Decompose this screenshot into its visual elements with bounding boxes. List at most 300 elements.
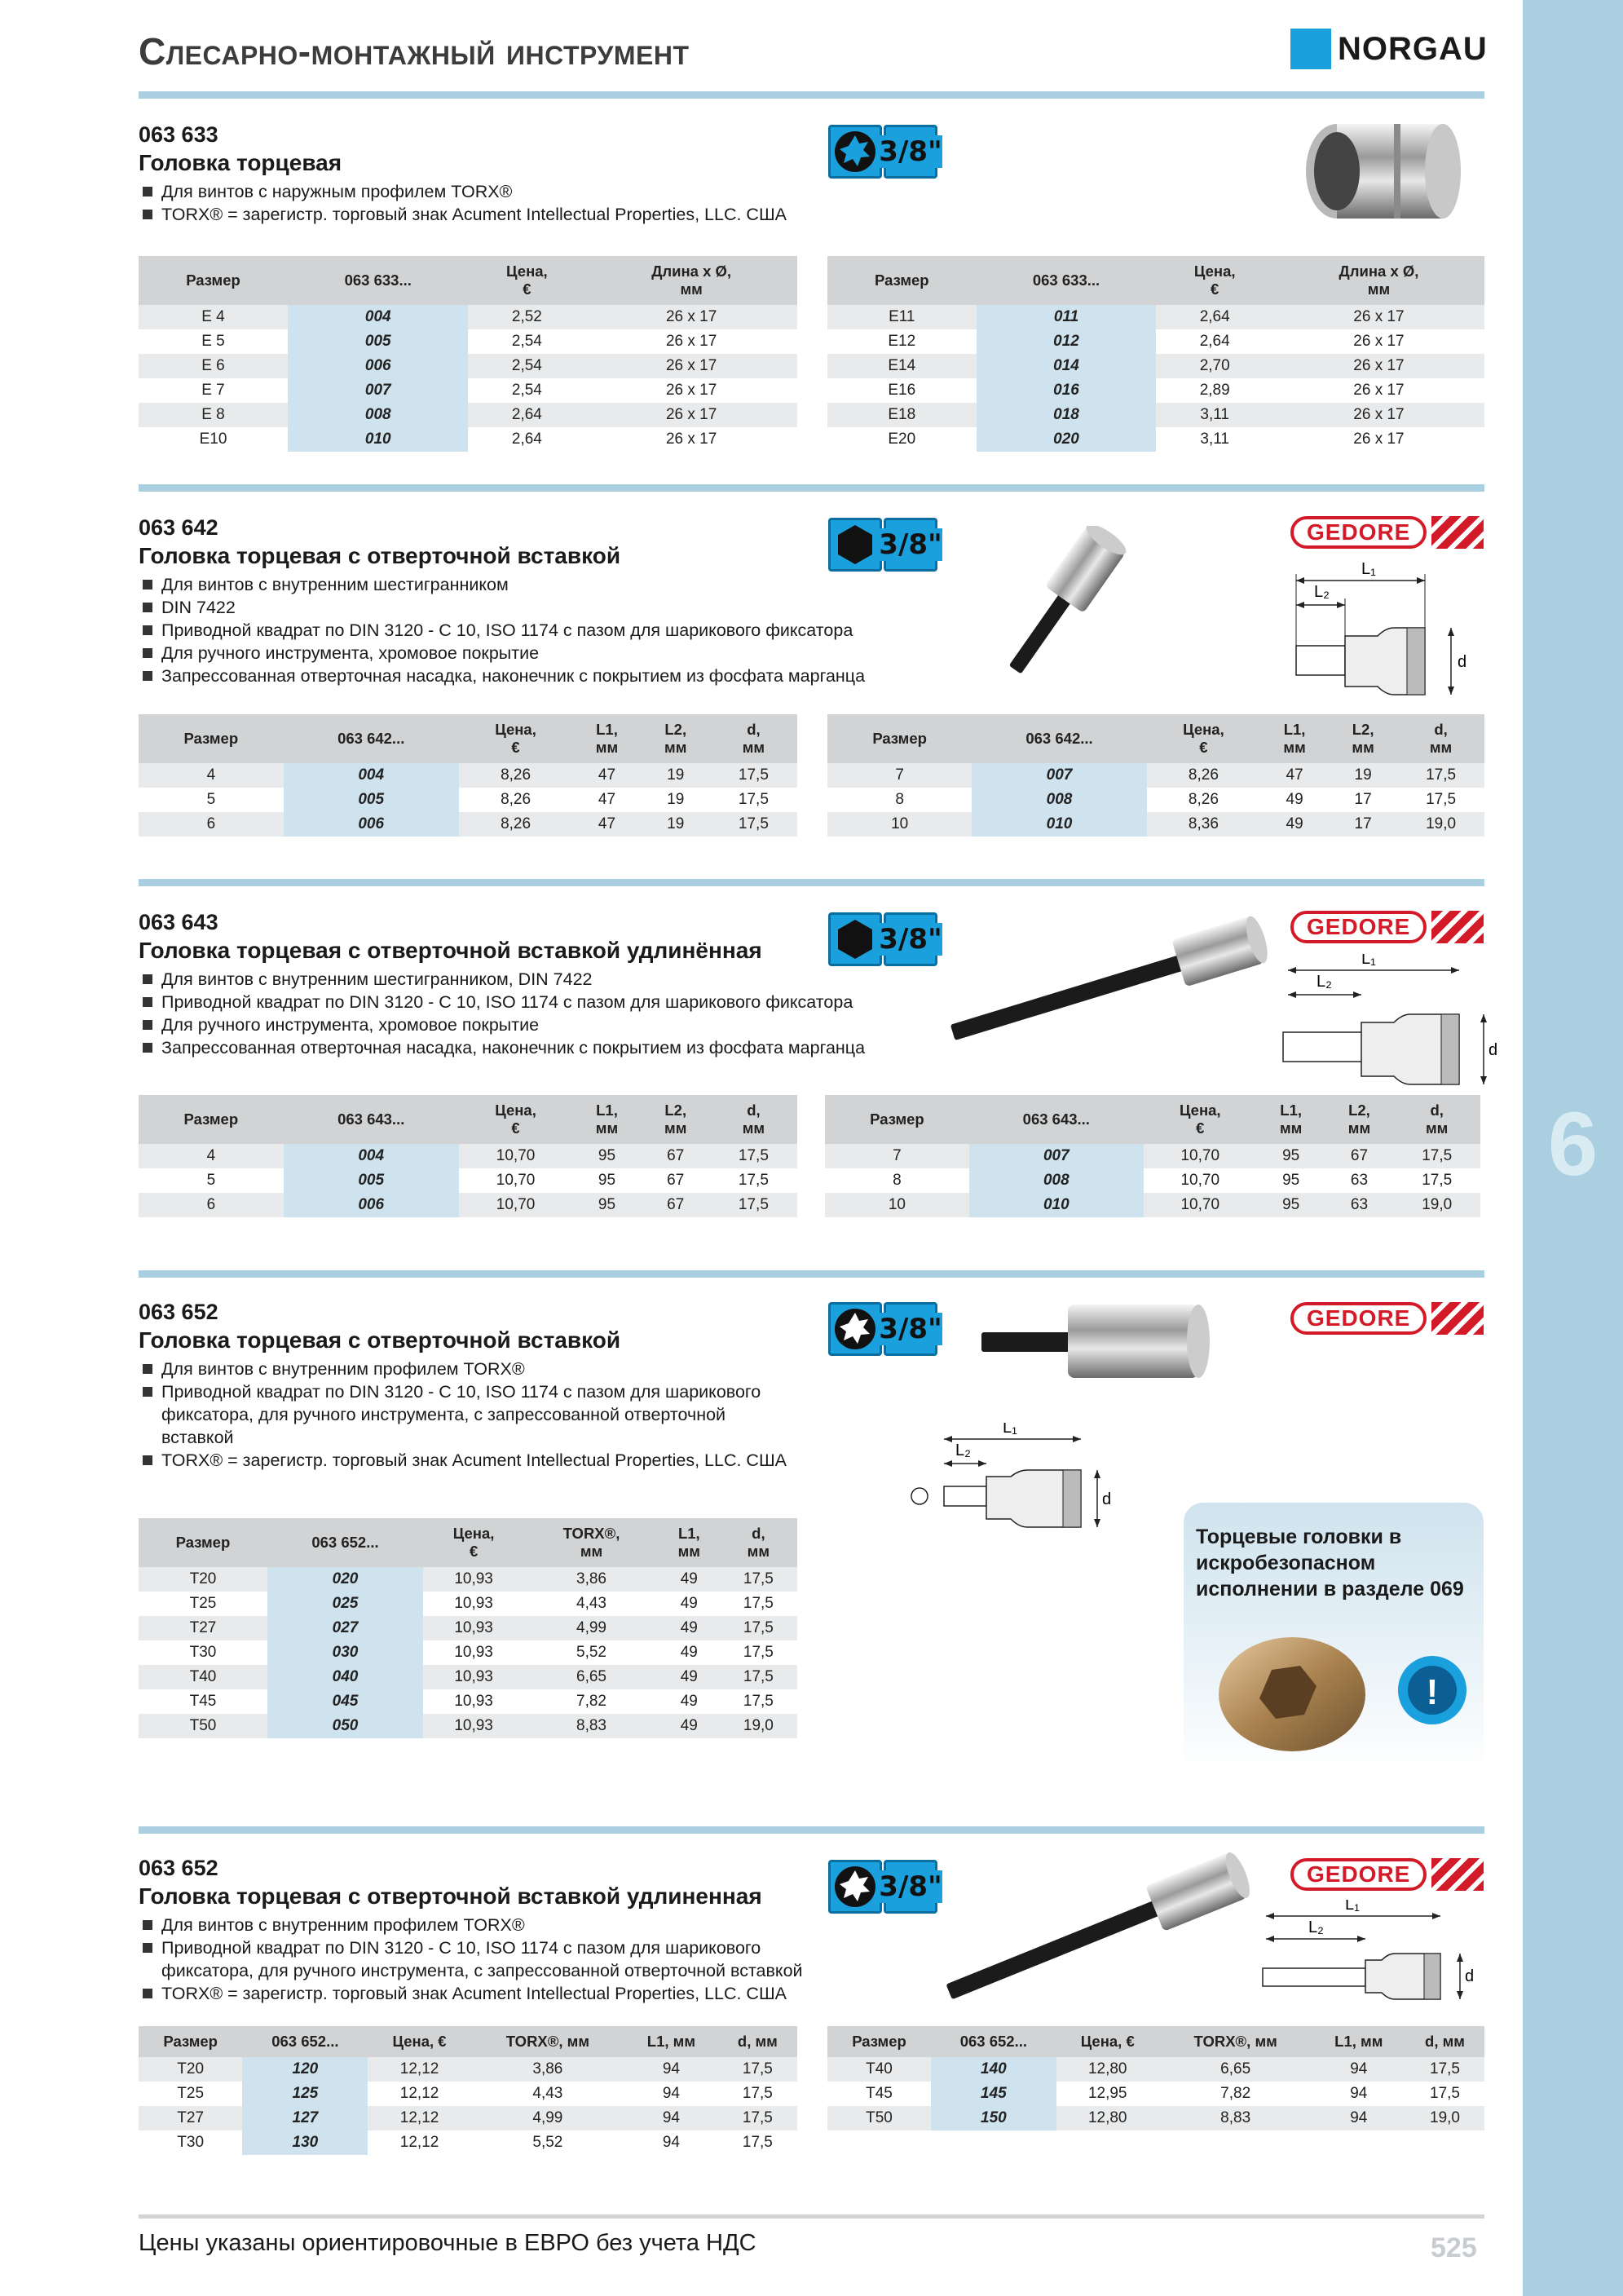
dim-l1-label: L₁ (1345, 1900, 1360, 1914)
feature-item: Запрессованная отверточная насадка, наконечник с покрытием из фосфата марганца (139, 1036, 905, 1059)
table-cell: T27 (139, 1616, 267, 1640)
feature-item: DIN 7422 (139, 596, 905, 619)
product-code: 063 652 (139, 1300, 218, 1324)
table-cell: 49 (659, 1567, 720, 1592)
feature-list (139, 1358, 791, 1472)
column-header: L2, мм (642, 714, 710, 763)
dim-d-label: d (1458, 653, 1467, 671)
table-cell: 12,12 (399, 2134, 439, 2151)
table-cell: 49 (680, 1644, 698, 1661)
table-row (139, 403, 797, 427)
section-divider (139, 879, 1484, 886)
feature-item: Для ручного инструмента, хромовое покрытие (139, 642, 905, 665)
table-cell: 17,5 (718, 2057, 797, 2082)
spec-table-right (827, 2026, 1484, 2130)
table-cell: 12,95 (1087, 2085, 1127, 2102)
feature-list (139, 968, 905, 1059)
table-cell: 10,93 (454, 1595, 493, 1612)
table-cell: 8,26 (501, 791, 531, 808)
table-cell: 10,70 (459, 1193, 573, 1217)
table-cell: 8,36 (1147, 812, 1260, 837)
table-cell: 94 (1312, 2057, 1405, 2082)
column-header: Длина x Ø, мм (1273, 256, 1484, 305)
table-cell: 26 x 17 (585, 305, 797, 329)
table-cell: T20 (139, 1567, 267, 1592)
dim-d-label: d (1488, 1041, 1498, 1059)
table-header-row (827, 714, 1484, 763)
table-row (139, 329, 797, 354)
table-row (139, 1567, 797, 1592)
article-cell: 020 (977, 427, 1157, 452)
spec-table-right (827, 256, 1484, 452)
spec-table (139, 1518, 797, 1738)
dimension-diagram (1247, 563, 1484, 722)
table-row (825, 1144, 1480, 1168)
table-cell: 2,64 (468, 403, 585, 427)
table-cell: E 5 (201, 333, 225, 350)
article-cell: 007 (288, 378, 468, 403)
footer-divider (139, 2214, 1484, 2219)
table-header-row (827, 256, 1484, 305)
table-cell: 3,86 (471, 2057, 624, 2082)
feature-item: Приводной квадрат по DIN 3120 - C 10, ISO 1174 с пазом для шарикового фиксатора (139, 619, 905, 642)
table-cell: 17,5 (743, 1644, 774, 1661)
table-cell: 2,54 (468, 354, 585, 378)
article-cell: 020 (267, 1567, 423, 1592)
column-header: 063 633... (288, 256, 468, 305)
table-cell: 4 (139, 763, 284, 788)
column-header: Цена, € (1147, 714, 1260, 763)
table-cell: 95 (1282, 1172, 1300, 1189)
table-cell: T27 (139, 2106, 242, 2130)
article-cell: 010 (972, 812, 1147, 837)
table-cell: 17,5 (1405, 2057, 1484, 2082)
table-cell: 10,70 (1144, 1193, 1257, 1217)
drive-size-badge: 3/8" (884, 1860, 937, 1914)
table-cell: T45 (866, 2085, 893, 2102)
table-cell: T20 (139, 2057, 242, 2082)
feature-list (139, 180, 905, 226)
article-cell: 012 (977, 329, 1157, 354)
table-cell: E 6 (139, 354, 288, 378)
table-cell: 17,5 (710, 812, 797, 837)
table-cell: 19 (642, 763, 710, 788)
table-cell: 49 (1260, 812, 1329, 837)
torx-internal-icon (828, 1860, 882, 1914)
column-header: Размер (827, 2026, 931, 2057)
table-cell: 17,5 (1426, 791, 1457, 808)
column-header: Размер (827, 256, 977, 305)
table-cell: T25 (189, 1595, 217, 1612)
table-cell: 94 (662, 2134, 680, 2151)
dim-l2-label: L₂ (1316, 973, 1332, 991)
product-name: Головка торцевая с отверточной вставкой (139, 543, 621, 568)
table-row (139, 2106, 797, 2130)
table-cell: 10,70 (459, 1144, 573, 1168)
table-cell: T40 (827, 2057, 931, 2082)
article-cell: 006 (288, 354, 468, 378)
article-cell: 040 (267, 1665, 423, 1689)
table-cell: 5 (206, 791, 216, 808)
table-cell: 10,70 (496, 1172, 536, 1189)
norgau-logo (1290, 28, 1488, 70)
table-cell: 49 (680, 1693, 698, 1710)
table-header-row (139, 1518, 797, 1567)
table-cell: 19,0 (1405, 2106, 1484, 2130)
info-icon (1396, 1654, 1469, 1727)
table-cell: 10,70 (1180, 1172, 1220, 1189)
table-row (139, 1714, 797, 1738)
column-header: Цена, € (459, 714, 573, 763)
table-cell: 5 (206, 1172, 216, 1189)
article-cell: 008 (288, 403, 468, 427)
article-cell: 011 (977, 305, 1157, 329)
column-header: Цена, € (459, 1095, 573, 1144)
feature-item: Запрессованная отверточная насадка, наконечник с покрытием из фосфата марганца (139, 665, 905, 687)
feature-list (139, 1914, 856, 2005)
table-cell: 3,11 (1200, 430, 1229, 448)
feature-item: Приводной квадрат по DIN 3120 - C 10, ISO 1174 с пазом для шарикового фиксатора (139, 991, 905, 1013)
spec-table-right (827, 714, 1484, 837)
table-cell: 17 (1354, 791, 1372, 808)
article-cell: 006 (284, 812, 459, 837)
column-header: d, мм (710, 714, 797, 763)
table-row (139, 354, 797, 378)
table-row (139, 1616, 797, 1640)
table-row (139, 1168, 797, 1193)
table-cell: 2,54 (511, 382, 542, 399)
column-header: d, мм (720, 1518, 797, 1567)
table-cell: 17,5 (720, 1567, 797, 1592)
column-header: 063 643... (969, 1095, 1144, 1144)
torx-internal-icon (828, 1302, 882, 1356)
brand-name: NORGAU (1338, 30, 1488, 67)
article-cell: 008 (972, 788, 1147, 812)
article-cell: 050 (267, 1714, 423, 1738)
table-row (139, 812, 797, 837)
table-cell: 6,65 (1159, 2057, 1312, 2082)
socket-photo (1304, 121, 1467, 227)
chapter-number: 6 (1547, 1094, 1599, 1194)
dim-l2-label: L₂ (1308, 1918, 1324, 1936)
spec-table-left (139, 714, 797, 837)
column-header: 063 642... (284, 714, 459, 763)
table-cell: 6,65 (524, 1665, 659, 1689)
table-cell: 49 (1286, 791, 1303, 808)
table-cell: 2,64 (1156, 305, 1272, 329)
feature-item: Для ручного инструмента, хромовое покрытие (139, 1013, 905, 1036)
table-cell: 10,93 (423, 1616, 524, 1640)
table-cell: 49 (659, 1616, 720, 1640)
table-cell: 12,12 (368, 2106, 470, 2130)
table-cell: T45 (189, 1693, 217, 1710)
column-header: Цена, € (1144, 1095, 1257, 1144)
table-row (139, 1592, 797, 1616)
table-row (825, 1193, 1480, 1217)
column-header: Размер (825, 1095, 969, 1144)
table-row (827, 305, 1484, 329)
table-cell: 47 (572, 763, 641, 788)
table-cell: 94 (1312, 2106, 1405, 2130)
table-cell: 7 (827, 763, 972, 788)
table-cell: 7,82 (576, 1693, 606, 1710)
table-cell: 19 (667, 791, 685, 808)
table-cell: 10,93 (423, 1714, 524, 1738)
table-cell: 94 (662, 2085, 680, 2102)
table-header-row (827, 2026, 1484, 2057)
table-cell: T25 (177, 2085, 205, 2102)
table-cell: 17,5 (718, 2106, 797, 2130)
table-row (139, 1665, 797, 1689)
table-cell: 7,82 (1220, 2085, 1251, 2102)
column-header: d, мм (710, 1095, 797, 1144)
table-cell: E11 (827, 305, 977, 329)
article-cell: 005 (288, 329, 468, 354)
table-cell: 8,83 (524, 1714, 659, 1738)
spec-table-left (139, 256, 797, 452)
article-cell: 140 (931, 2057, 1056, 2082)
product-code: 063 642 (139, 515, 218, 540)
table-cell: 17,5 (743, 1595, 774, 1612)
table-row (139, 427, 797, 452)
article-cell: 018 (977, 403, 1157, 427)
table-cell: 67 (667, 1172, 685, 1189)
article-cell: 010 (969, 1193, 1144, 1217)
hex-bit-socket-photo (962, 526, 1158, 701)
table-cell: 26 x 17 (585, 403, 797, 427)
table-cell: 8 (895, 791, 904, 808)
table-cell: 10,93 (454, 1644, 493, 1661)
table-cell: 10,93 (423, 1665, 524, 1689)
table-cell: 2,89 (1199, 382, 1230, 399)
table-cell: E 7 (201, 382, 225, 399)
footer-note: Цены указаны ориентировочные в ЕВРО без учета НДС (139, 2230, 756, 2256)
feature-item: TORX® = зарегистр. торговый знак Acument Intellectual Properties, LLC. США (139, 203, 905, 226)
long-torx-bit-socket-photo (929, 1851, 1264, 2018)
column-header: 063 642... (972, 714, 1147, 763)
table-cell: 8,26 (1147, 763, 1260, 788)
table-header-row (139, 256, 797, 305)
article-cell: 045 (267, 1689, 423, 1714)
table-cell: 17,5 (738, 791, 769, 808)
table-cell: 4,43 (576, 1595, 606, 1612)
table-cell: 95 (1257, 1193, 1325, 1217)
table-cell: 17,5 (710, 1193, 797, 1217)
table-cell: 26 x 17 (585, 354, 797, 378)
table-row (825, 1168, 1480, 1193)
table-cell: 26 x 17 (1273, 403, 1484, 427)
table-cell: T50 (827, 2106, 931, 2130)
column-header: L1, мм (624, 2026, 718, 2057)
table-cell: 2,70 (1156, 354, 1272, 378)
table-cell: 8 (893, 1172, 902, 1189)
table-cell: 10 (827, 812, 972, 837)
column-header: Размер (139, 714, 284, 763)
article-cell: 125 (242, 2082, 368, 2106)
table-cell: 8,83 (1159, 2106, 1312, 2130)
column-header: Цена, € (423, 1518, 524, 1567)
article-cell: 007 (969, 1144, 1144, 1168)
table-row (139, 378, 797, 403)
table-cell: E20 (888, 430, 916, 448)
callout-text: Торцевые головки в искробезопасном исполнении в разделе 069 (1196, 1526, 1464, 1601)
table-row (827, 2057, 1484, 2082)
table-row (827, 2106, 1484, 2130)
table-cell: 4,99 (471, 2106, 624, 2130)
table-row (139, 1640, 797, 1665)
table-cell: 67 (1325, 1144, 1394, 1168)
dimension-diagram (1259, 1900, 1480, 2010)
table-cell: T40 (139, 1665, 267, 1689)
column-header: L1, мм (572, 1095, 641, 1144)
table-cell: 17,5 (710, 1144, 797, 1168)
hex-socket-icon (828, 912, 882, 966)
article-cell: 145 (931, 2082, 1056, 2106)
feature-item: Приводной квадрат по DIN 3120 - C 10, ISO 1174 с пазом для шарикового фиксатора, для ручного инструмента, с запрессованной отверточной вставкой (139, 1936, 856, 1982)
table-cell: 2,52 (468, 305, 585, 329)
table-cell: 17,5 (742, 2085, 773, 2102)
svg-text:!: ! (1426, 1672, 1439, 1712)
table-cell: 26 x 17 (1273, 354, 1484, 378)
table-cell: 8,26 (459, 812, 573, 837)
article-cell: 008 (969, 1168, 1144, 1193)
info-callout[interactable] (1184, 1503, 1484, 1773)
column-header: 063 633... (977, 256, 1157, 305)
table-cell: 7 (825, 1144, 969, 1168)
table-cell: E12 (888, 333, 916, 350)
article-cell: 130 (242, 2130, 368, 2155)
table-cell: 10 (825, 1193, 969, 1217)
hex-socket-icon (828, 518, 882, 572)
table-row (139, 763, 797, 788)
table-cell: 5,52 (576, 1644, 606, 1661)
table-cell: E16 (888, 382, 916, 399)
table-row (827, 427, 1484, 452)
table-cell: 49 (659, 1714, 720, 1738)
table-cell: 95 (572, 1144, 641, 1168)
table-cell: 19,0 (1393, 1193, 1480, 1217)
table-cell: 94 (624, 2057, 718, 2082)
gedore-logo: GEDORE (1290, 515, 1486, 550)
table-cell: 26 x 17 (1353, 430, 1405, 448)
table-cell: 17,5 (710, 763, 797, 788)
table-cell: 47 (598, 791, 616, 808)
product-code: 063 643 (139, 910, 218, 934)
article-cell: 004 (284, 763, 459, 788)
product-name: Головка торцевая (139, 150, 342, 175)
dim-l1-label: L₁ (1361, 954, 1376, 968)
column-header: L1, мм (1257, 1095, 1325, 1144)
table-row (827, 329, 1484, 354)
table-cell: E 4 (139, 305, 288, 329)
table-cell: E 8 (139, 403, 288, 427)
table-cell: 8,26 (1188, 791, 1219, 808)
table-cell: 6 (139, 812, 284, 837)
table-cell: 67 (642, 1144, 710, 1168)
table-cell: 26 x 17 (665, 333, 717, 350)
table-cell: 12,12 (368, 2057, 470, 2082)
article-cell: 150 (931, 2106, 1056, 2130)
table-cell: 26 x 17 (1353, 382, 1405, 399)
article-cell: 004 (284, 1144, 459, 1168)
column-header: L1, мм (1312, 2026, 1405, 2057)
drive-size-badge: 3/8" (884, 518, 937, 572)
table-cell: 17,5 (1393, 1144, 1480, 1168)
table-cell: E18 (827, 403, 977, 427)
table-cell: E14 (827, 354, 977, 378)
drive-size-badge: 3/8" (884, 912, 937, 966)
page-title: Слесарно-монтажный инструмент (139, 30, 690, 73)
table-cell: 17,5 (720, 1616, 797, 1640)
table-cell: 19,0 (1397, 812, 1484, 837)
dim-l2-label: L₂ (1314, 583, 1330, 601)
column-header: L2, мм (1329, 714, 1397, 763)
spec-table-right (825, 1095, 1480, 1217)
gedore-logo: GEDORE (1290, 1857, 1486, 1892)
gedore-logo: GEDORE (1290, 1301, 1486, 1336)
article-cell: 007 (972, 763, 1147, 788)
section-divider (139, 1270, 1484, 1278)
column-header: Цена, € (1156, 256, 1272, 305)
column-header: Размер (139, 1518, 267, 1567)
column-header: L1, мм (572, 714, 641, 763)
table-cell: 4,99 (524, 1616, 659, 1640)
table-cell: T30 (177, 2134, 205, 2151)
table-cell: 94 (1350, 2085, 1368, 2102)
table-header-row (825, 1095, 1480, 1144)
column-header: 063 652... (267, 1518, 423, 1567)
dim-d-label: d (1465, 1967, 1475, 1985)
table-cell: 47 (572, 812, 641, 837)
column-header: d, мм (1405, 2026, 1484, 2057)
column-header: d, мм (718, 2026, 797, 2057)
feature-item: Для винтов с внутренним профилем TORX® (139, 1358, 791, 1380)
product-name: Головка торцевая с отверточной вставкой удлинённая (139, 938, 762, 963)
page-number: 525 (1431, 2232, 1477, 2263)
feature-item: Для винтов с внутренним профилем TORX® (139, 1914, 856, 1936)
table-row (827, 763, 1484, 788)
column-header: 063 652... (242, 2026, 368, 2057)
table-cell: 49 (659, 1665, 720, 1689)
table-row (827, 378, 1484, 403)
table-cell: 49 (680, 1595, 698, 1612)
table-cell: 10,70 (1144, 1144, 1257, 1168)
section-divider (139, 91, 1484, 99)
table-cell: 12,12 (399, 2085, 439, 2102)
table-cell: 95 (598, 1172, 616, 1189)
article-cell: 006 (284, 1193, 459, 1217)
gedore-logo: GEDORE (1290, 910, 1486, 944)
dimension-diagram (905, 1423, 1117, 1549)
column-header: Цена, € (368, 2026, 470, 2057)
bronze-socket-image (1215, 1633, 1369, 1755)
product-name: Головка торцевая с отверточной вставкой удлиненная (139, 1883, 762, 1909)
column-header: TORX®, мм (524, 1518, 659, 1567)
dimension-diagram (1280, 954, 1500, 1097)
column-header: L2, мм (1325, 1095, 1394, 1144)
table-cell: 63 (1325, 1193, 1394, 1217)
feature-item: Для винтов с внутренним шестигранником (139, 573, 905, 596)
table-cell: 19 (1329, 763, 1397, 788)
table-cell: 12,80 (1056, 2057, 1159, 2082)
article-cell: 005 (284, 1168, 459, 1193)
table-row (139, 1193, 797, 1217)
drive-size-badge: 3/8" (884, 125, 937, 179)
table-cell: 47 (1260, 763, 1329, 788)
table-cell: 4 (139, 1144, 284, 1168)
table-header-row (139, 714, 797, 763)
table-header-row (139, 2026, 797, 2057)
